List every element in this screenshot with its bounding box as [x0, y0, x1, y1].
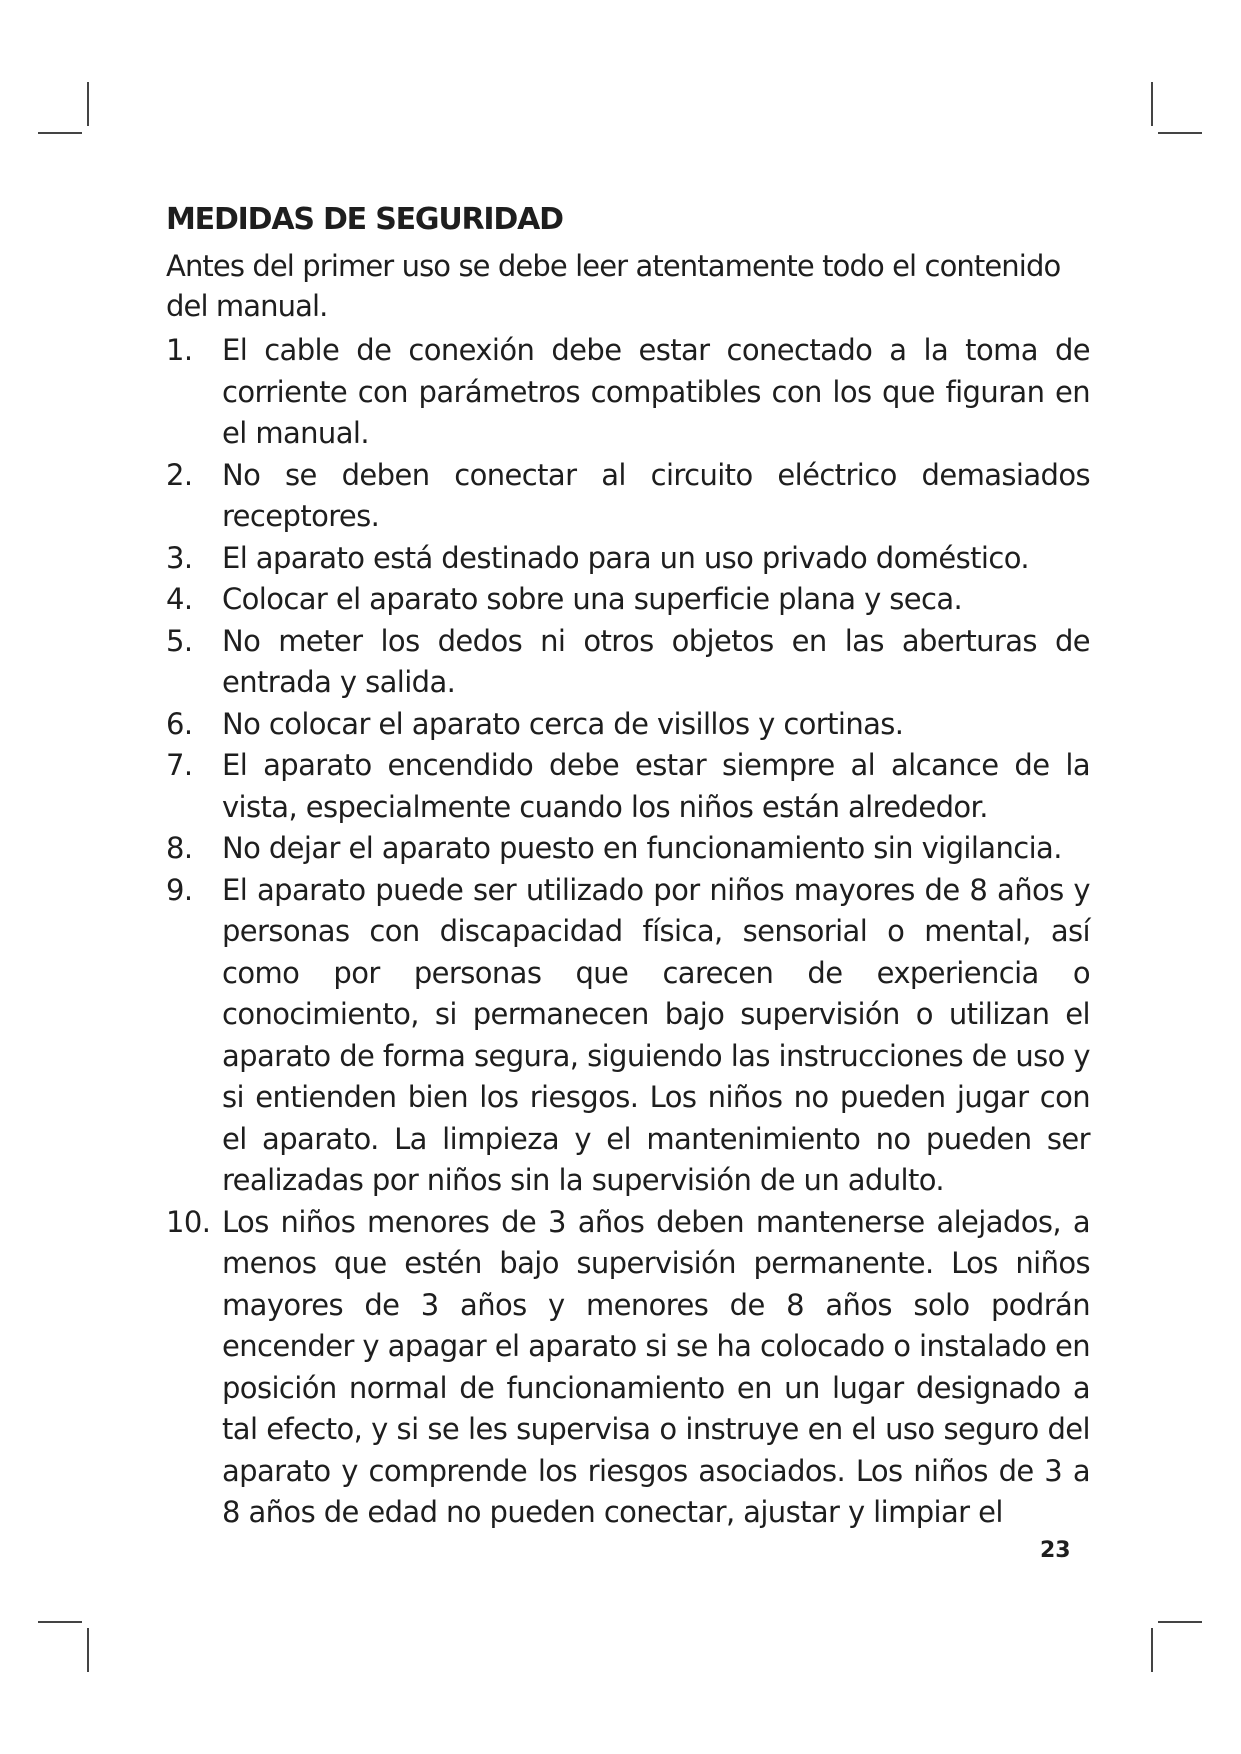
- item-number: 6.: [166, 706, 193, 741]
- page-content: [166, 200, 1090, 1534]
- item-text: No meter los dedos ni otros objetos en las aberturas de entrada y salida.: [222, 623, 1090, 699]
- item-text: El aparato está destinado para un uso privado doméstico.: [222, 540, 1029, 575]
- page-title: MEDIDAS DE SEGURIDAD: [166, 202, 563, 237]
- page-number: 23: [1040, 1538, 1071, 1563]
- item-text: El cable de conexión debe estar conectado a la toma de corriente con parámetros compatibles con los que figuran en el manual.: [222, 333, 1090, 450]
- item-text: El aparato encendido debe estar siempre al alcance de la vista, especialmente cuando los niños están alrededor.: [222, 748, 1090, 824]
- list-item: [166, 455, 1090, 538]
- item-text: No dejar el aparato puesto en funcionamiento sin vigilancia.: [222, 831, 1062, 865]
- list-item: [166, 538, 1090, 580]
- list-item: [166, 621, 1090, 704]
- item-number: 3.: [166, 540, 193, 575]
- item-text: No colocar el aparato cerca de visillos y cortinas.: [222, 706, 904, 741]
- item-number: 2.: [166, 457, 193, 492]
- item-number: 8.: [166, 831, 193, 865]
- crop-mark: [38, 1621, 82, 1623]
- list-item: [166, 330, 1090, 455]
- list-item: [166, 870, 1090, 1202]
- item-text: Los niños menores de 3 años deben mantenerse alejados, a menos que estén bajo supervisión permanente. Los niños mayores de 3 años y menores de 8 años solo podrán encender y apagar el aparato si se ha colocado o instalado en posición normal de funcionamiento en un lugar designado a tal efecto, y si se les supervisa o instruye en el uso seguro del aparato y comprende los riesgos asociados. Los niños de 3 a 8 años de edad no pueden conectar, ajustar y limpiar el: [222, 1204, 1090, 1529]
- item-text: Colocar el aparato sobre una superficie plana y seca.: [222, 582, 963, 616]
- list-item: [166, 1202, 1090, 1534]
- list-item: [166, 704, 1090, 746]
- safety-list: [166, 330, 1090, 1534]
- item-number: 10.: [166, 1204, 211, 1239]
- item-text: El aparato puede ser utilizado por niños mayores de 8 años y personas con discapacidad física, sensorial o mental, así como por personas que carecen de experiencia o conocimiento, si permanecen bajo supervisión o utilizan el aparato de forma segura, siguiendo las instrucciones de uso y si entienden bien los riesgos. Los niños no pueden jugar con el aparato. La limpieza y el mantenimiento no pueden ser realizadas por niños sin la supervisión de un adulto.: [222, 872, 1090, 1197]
- crop-mark: [1151, 82, 1153, 126]
- item-number: 4.: [166, 582, 193, 616]
- crop-mark: [38, 132, 82, 134]
- item-number: 7.: [166, 748, 193, 782]
- list-item: [166, 745, 1090, 828]
- crop-mark: [1158, 1621, 1202, 1623]
- crop-mark: [1158, 132, 1202, 134]
- item-number: 1.: [166, 333, 193, 367]
- intro-paragraph: Antes del primer uso se debe leer atentamente todo el contenido del manual.: [166, 249, 1061, 323]
- item-number: 5.: [166, 623, 193, 658]
- crop-mark: [1151, 1628, 1153, 1672]
- item-number: 9.: [166, 872, 193, 907]
- item-text: No se deben conectar al circuito eléctrico demasiados receptores.: [222, 457, 1090, 533]
- crop-mark: [87, 82, 89, 126]
- list-item: [166, 579, 1090, 621]
- crop-mark: [87, 1628, 89, 1672]
- list-item: [166, 828, 1090, 870]
